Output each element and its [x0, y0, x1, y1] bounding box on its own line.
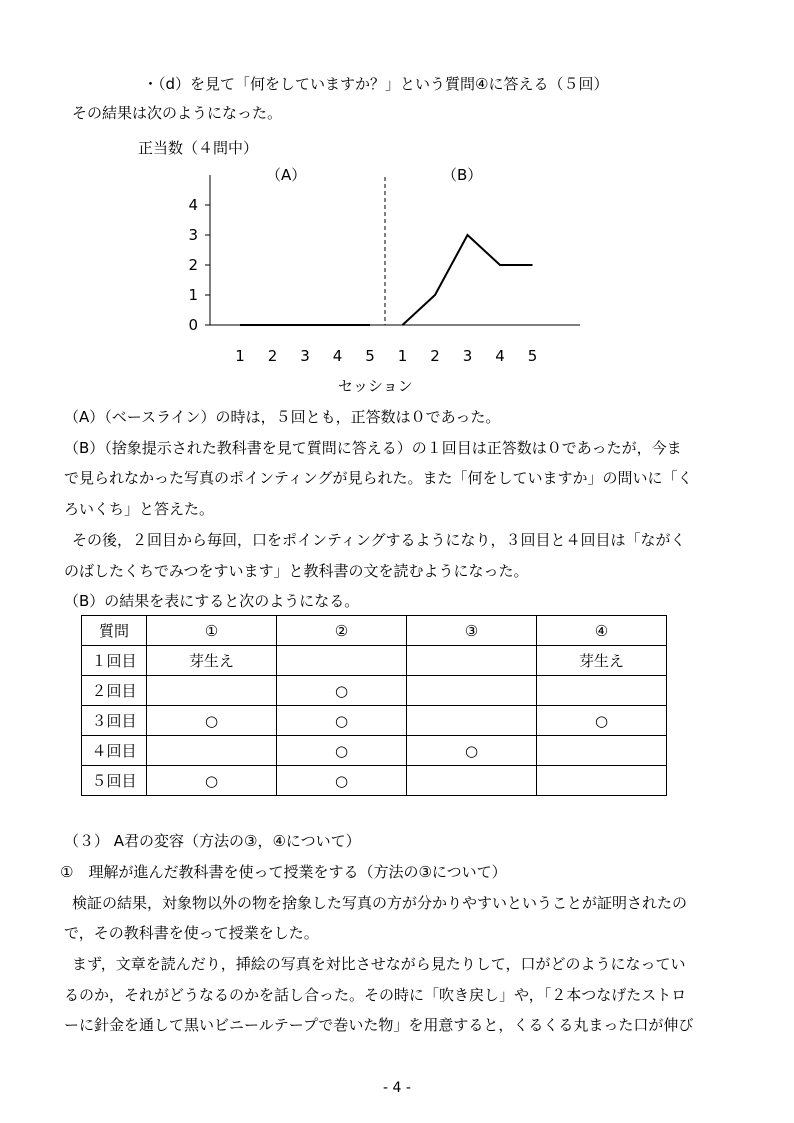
table-cell — [277, 646, 407, 676]
table-cell: 芽生え — [537, 646, 667, 676]
text-line: （３） A君の変容（方法の③，④について） — [64, 832, 361, 850]
text-line: ーに針金を通して黒いビニールテープで巻いた物」を用意すると，くるくる丸まった口が伸び — [64, 1016, 694, 1034]
table-header-row — [82, 616, 667, 646]
table-cell — [147, 676, 277, 706]
text-line: のばしたくちでみつをすいます」と教科書の文を読むようになった。 — [64, 562, 529, 580]
text-line: （B）の結果を表にすると次のようになる。 — [64, 592, 360, 610]
page-number: - 4 - — [383, 1080, 411, 1096]
text-line: ろいくち」と答えた。 — [64, 500, 215, 518]
x-tick-label: 1 — [235, 347, 245, 365]
table-cell: ○ — [147, 706, 277, 736]
phase-label-a: （A） — [266, 166, 307, 184]
table-cell — [537, 736, 667, 766]
table-cell — [147, 736, 277, 766]
table-cell — [407, 646, 537, 676]
table-cell — [407, 676, 537, 706]
table-cell: ３回目 — [82, 706, 147, 736]
table-row — [82, 766, 667, 796]
y-axis-label: 正当数（４問中） — [138, 139, 259, 157]
x-tick-label: 2 — [430, 347, 440, 365]
x-tick-label: 3 — [462, 347, 473, 365]
text-line: まず，文章を読んだり，挿絵の写真を対比させながら見たりして，口がどのようになってい — [72, 955, 686, 973]
phase-label-b: （B） — [442, 166, 483, 184]
table-header-cell: ② — [277, 616, 407, 646]
table-cell: ５回目 — [82, 766, 147, 796]
y-tick-label: 0 — [188, 316, 198, 334]
text-line: るのか，それがどうなるのかを話し合った。その時に「吹き戻し」や，「２本つなげたストロ — [64, 986, 687, 1004]
table-cell: ○ — [537, 706, 667, 736]
x-tick-label: 4 — [495, 347, 505, 365]
table-header-cell: ④ — [537, 616, 667, 646]
x-tick-label: 4 — [332, 347, 343, 365]
table-header-cell: 質問 — [82, 616, 147, 646]
table-cell: 芽生え — [147, 646, 277, 676]
table-cell: ○ — [277, 706, 407, 736]
y-tick-label: 1 — [188, 286, 198, 304]
text-line: で，その教科書を使って授業をした。 — [64, 924, 319, 942]
text-line: （A）（ベースライン）の時は，５回とも，正答数は０であった。 — [64, 408, 501, 426]
table-cell — [537, 766, 667, 796]
table-cell: １回目 — [82, 646, 147, 676]
table-cell: ２回目 — [82, 676, 147, 706]
y-tick-label: 3 — [188, 226, 198, 244]
y-tick-label: 4 — [188, 196, 198, 214]
table-cell: ○ — [277, 766, 407, 796]
table-cell: ○ — [407, 736, 537, 766]
table-cell — [407, 766, 537, 796]
text-line: ・（d）を見て「何をしていますか？」という質問④に答える（５回） — [143, 75, 609, 93]
x-tick-label: 5 — [365, 347, 375, 365]
table-row — [82, 646, 667, 676]
text-line: その結果は次のようになった。 — [72, 104, 283, 122]
x-tick-label: 1 — [397, 347, 408, 365]
x-tick-label: 3 — [300, 347, 310, 365]
y-tick-label: 2 — [188, 256, 198, 274]
x-tick-label: 2 — [267, 347, 278, 365]
text-line: で見られなかった写真のポインティングが見られた。また「何をしていますか」の問いに「く — [64, 469, 693, 487]
x-tick-label: 5 — [527, 347, 538, 365]
text-line: その後，２回目から毎回，口をポインティングするようになり，３回目と４回目は「ながく — [72, 531, 686, 549]
text-line: （B）（捨象提示された教科書を見て質問に答える）の１回目は正答数は０であったが，今ま — [64, 439, 682, 457]
table-header-cell: ③ — [407, 616, 537, 646]
series-line — [403, 235, 533, 325]
table-cell: ○ — [277, 736, 407, 766]
text-line: ① 理解が進んだ教科書を使って授業をする（方法の③について） — [60, 863, 507, 881]
table-cell: ○ — [277, 676, 407, 706]
table-row — [82, 736, 667, 766]
table-cell: ○ — [147, 766, 277, 796]
results-table — [81, 615, 667, 796]
text-line: 検証の結果，対象物以外の物を捨象した写真の方が分かりやすいということが証明されたの — [72, 894, 688, 912]
table-cell — [537, 676, 667, 706]
x-axis-label: セッション — [338, 377, 413, 395]
table-row — [82, 676, 667, 706]
table-cell: ４回目 — [82, 736, 147, 766]
table-header-cell: ① — [147, 616, 277, 646]
line-chart — [130, 139, 610, 405]
table-row — [82, 706, 667, 736]
table-cell — [407, 706, 537, 736]
